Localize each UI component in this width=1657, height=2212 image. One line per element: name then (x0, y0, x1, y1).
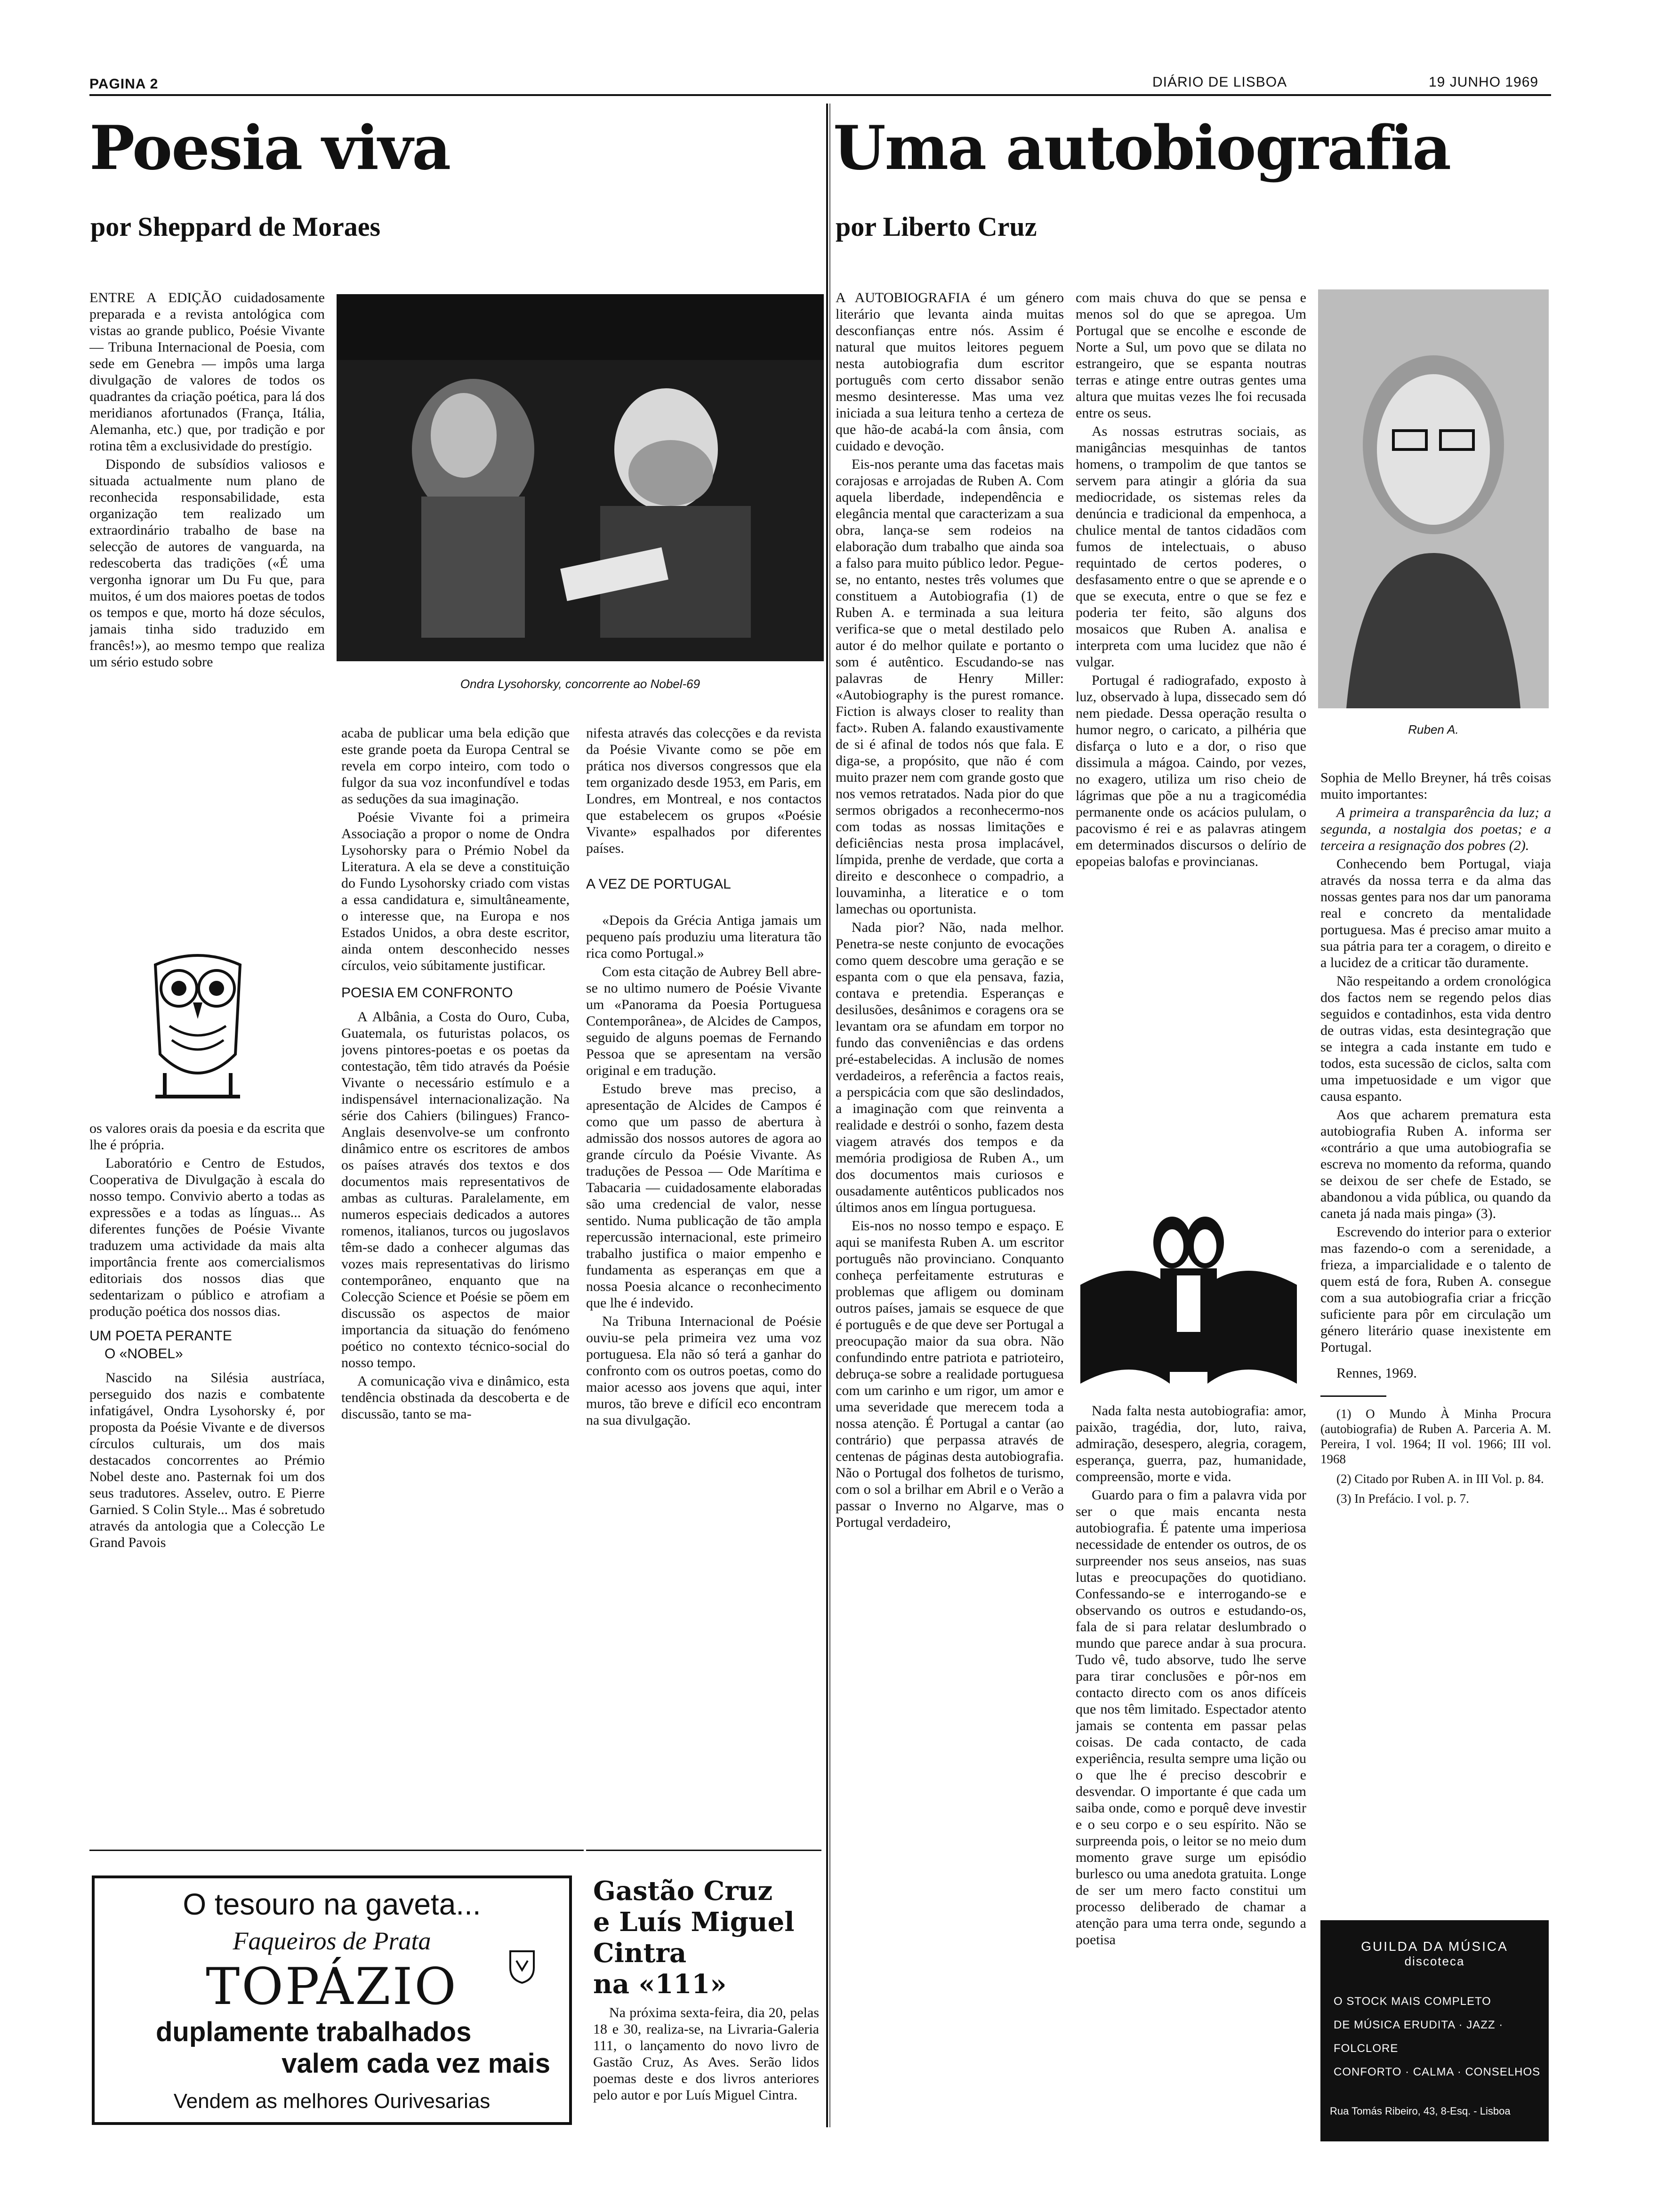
article-paragraph: «Depois da Grécia Antiga jamais um pequeno país produziu uma literatura tão rica como Portugal.» (586, 913, 821, 961)
article-paragraph: Laboratório e Centro de Estudos, Cooperativa de Divulgação à escala do nosso tempo. Convivio aberto a todas as expressões e a todas as línguas... As diferentes funções de Poésie Vivante traduzem uma actividade da mais alta importância frente aos comercialismos editoriais dos nossos dias que sedentarizam o público e atrofiam a produção poética dos nossos dias. (89, 1155, 325, 1319)
article-paragraph: Estudo breve mas preciso, a apresentação de Alcides de Campos é como que um passo de abertura à admissão dos nossos autores de agora ao grande círculo da Poésie Vivante. As traduções de Pessoa — Ode Marítima e Tabacaria — cuidadosamente elaboradas são uma credencial de valor, nesse sentido. Numa publicação de tão ampla repercussão internacional, este primeiro trabalho justifica o maior empenho e fundamenta as esperanças em que a nossa Poesia alcance o reconhecimento que lhe é indevido. (586, 1081, 821, 1311)
ad-line: duplamente trabalhados (156, 2017, 472, 2047)
article-column (586, 725, 821, 1840)
article-byline: por Liberto Cruz (836, 211, 1037, 242)
article-byline: por Sheppard de Moraes (90, 211, 381, 242)
box-title: Gastão Cruz e Luís Miguel Cintra na «111» (593, 1875, 795, 2000)
article-column (1320, 769, 1551, 1875)
ad-text: O STOCK MAIS COMPLETO DE MÚSICA ERUDITA · JAZZ · FOLCLORE CONFORTO · CALMA · CONSELHOS (1334, 1995, 1541, 2078)
subheading: UM POETA PERANTE O «NOBEL» (89, 1328, 232, 1362)
topazio-ad (92, 1875, 572, 2125)
article-paragraph: Escrevendo do interior para o exterior mas fazendo-o com a serenidade, a frieza, a imparcialidade e o talento de quem está de fora, Ruben A. consegue com a sua autobiografia criar a fricção suficiente para pôr em circulação um género literário quase inexistente em Portugal. (1320, 1224, 1551, 1355)
article-quote: A primeira a transparência da luz; a segunda, a nostalgia dos poetas; e a terceira a resignação dos pobres (2). (1320, 805, 1551, 853)
article-column (341, 725, 570, 1840)
subheading: A VEZ DE PORTUGAL (586, 876, 731, 892)
ad-line: valem cada vez mais (282, 2048, 550, 2079)
issue-date: 19 JUNHO 1969 (1429, 74, 1539, 90)
ad-subtitle: discoteca (1404, 1954, 1465, 1968)
article-paragraph: Guardo para o fim a palavra vida por ser o que mais encanta nesta autobiografia. É patente uma imperiosa necessidade de entender os outros, de os surpreender nos seus anseios, nas suas lutas e preocupações do quotidiano. Confessando-se e interrogando-se e observando os outros e estudando-os, fala de si para relatar deslumbrado o mundo que parece andar à sua procura. Tudo vê, tudo absorve, tudo lhe serve para tirar conclusões e pôr-nos em contacto directo com os anos difíceis que nos têm limitado. Espectador atento jamais se contenta em passar pelas coisas. De cada contacto, de cada experiência, resulta sempre uma lição ou o que lhe é preciso descobrir e desvendar. O importante é que cada um saiba onde, como e porquê deve investir e o seu corpo e o seu espírito. Não se surpreenda pois, o leitor se no meio dum momento grave surge um episódio burlesco ou uma anedota gratuita. Longe de ser um mero facto constitui um processo deliberado de chamar a atenção para uma terra onde, segundo a poetisa (1076, 1487, 1306, 1948)
article-column (1076, 1403, 1306, 2205)
masthead-rule (89, 94, 1551, 96)
article-paragraph: com mais chuva do que se pensa e menos sol do que se apregoa. Um Portugal que se encolhe e esconde de Norte a Sul, um povo que se dilata no estrangeiro, que se espanta noutras terras e atinge entre outras gentes uma altura que muitas vezes lhe foi recusada entre os seus. (1076, 290, 1306, 421)
article-paragraph: Poésie Vivante foi a primeira Associação a propor o nome de Ondra Lysohorsky para o Prémio Nobel da Literatura. A ela se deve a constituição do Fundo Lysohorsky criado com vistas a essa candidatura e, simultâneamente, o interesse que, na Europa e nos Estados Unidos, a obra deste escritor, ainda ontem desconhecido nesses círculos, veio súbitamente justificar. (341, 809, 570, 973)
article-column (89, 289, 325, 960)
footnote: (2) Citado por Ruben A. in III Vol. p. 84. (1336, 1472, 1544, 1486)
footnote: (3) In Prefácio. I vol. p. 7. (1336, 1491, 1469, 1506)
ad-subtitle: Faqueiros de Prata (233, 1927, 431, 1955)
article-paragraph: Nada falta nesta autobiografia: amor, paixão, tragédia, dor, luto, raiva, admiração, desespero, alegria, coragem, esperança, guerra, paz, humanidade, compreensão, morte e vida. (1076, 1403, 1306, 1484)
article-paragraph: A Albânia, a Costa do Ouro, Cuba, Guatemala, os futuristas polacos, os jovens pintores-poetas e os poetas da contestação, têm tido através da Poésie Vivante o necessário estímulo e a indispensável internacionalização. Na série dos Cahiers (bilingues) Franco-Anglais desenvolve-se um confronto dinâmico entre os escritores de ambos os países através dos textos e dos documentos mais representativos de ambas as culturas. Paralelamente, em numeros especiais dedicados a autores romenos, italianos, turcos ou jugoslavos têm-se dado a conhecer algumas das vozes mais representativas do lirismo contemporâneo, enquanto que na Colecção Science et Poésie se põem em discussão os aspectos de maior importancia da situação do fenómeno poético no contexto técnico-social do nosso tempo. (341, 1009, 570, 1370)
article-paragraph: Não respeitando a ordem cronológica dos factos nem se regendo pelos dias seguidos e contadinhos, esta vida dentro de outras vidas, esta desintegração que se integra a cada instante em tudo e todos, esta sucessão de ciclos, salta com uma impetuosidade e um vigor que causa espanto. (1320, 973, 1551, 1104)
article-paragraph: A comunicação viva e dinâmico, esta tendência obstinada da descoberta e de discussão, tanto se ma- (341, 1373, 570, 1422)
article-column (1076, 289, 1306, 1207)
article-paragraph: Nada pior? Não, nada melhor. Penetra-se neste conjunto de evocações como quem descobre uma geração e se espanta com o que ela pensava, fazia, contava e pretendia. Esperanças e desilusões, desânimos e coragens ora se levantam ora se afundam em torpor no fundo das conveniências e das ordens pré-estabelecidas. A inclusão de nomes verdadeiros, a referência a factos reais, a perspicácia com que são deslindados, a imaginação com que reinventa a realidade e destrói o sonho, fazem desta viagem através dos tempos e da memória prodigiosa de Ruben A., um dos documentos mais curiosos e ousadamente autênticos publicados nos últimos anos em língua portuguesa. (836, 920, 1064, 1215)
article-paragraph: As nossas estrutras sociais, as manigâncias mesquinhas de tantos homens, o trampolim de que tantos se servem para atingir a glória da sua mediocridade, os sistemas reles da denúncia e tradicional da empenhoca, a chulice mental de tantos cidadãos com fumos de intelectuais, o abuso requintado de certos poderes, o desfasamento entre o que se aprende e o que se executa, entre o que se fez e poderia ter feito, são alguns dos mosaicos que Ruben A. analisa e interpreta com uma lucidez que não é vulgar. (1076, 424, 1306, 670)
photo-caption: Ondra Lysohorsky, concorrente ao Nobel-69 (460, 677, 700, 691)
column-divider (829, 104, 830, 2127)
ad-brand: TOPÁZIO (206, 1957, 458, 2016)
article-paragraph: A AUTOBIOGRAFIA é um género literário que levanta ainda muitas desconfianças entre nós. Assim é natural que muitos leitores peguem nesta autobiografia dum escritor português com certo dissabor senão mesmo desinteresse. Mas uma vez iniciada a sua leitura tenho a certeza de que hão-de acabá-la com ânsia, com cuidado e devoção. (836, 290, 1064, 454)
ad-address: Rua Tomás Ribeiro, 43, 8-Esq. - Lisboa (1330, 2105, 1511, 2117)
guilda-musica-ad (1320, 1920, 1549, 2141)
twin-faces-illustration (1076, 1205, 1302, 1393)
place-date: Rennes, 1969. (1336, 1365, 1417, 1381)
ad-divider (89, 1850, 584, 1851)
newspaper-name: DIÁRIO DE LISBOA (1152, 74, 1287, 90)
article-title: Poesia viva (89, 113, 450, 184)
footnote: (1) O Mundo À Minha Procura (autobiografia) de Ruben A. Parceria A. M. Pereira, I vol. 1964; II vol. 1966; III vol. 1968 (1320, 1407, 1551, 1466)
article-paragraph: Portugal é radiografado, exposto à luz, observado à lupa, dissecado sem dó nem piedade. Dessa operação resulta o humor negro, o caricato, a pilhéria que disfarça o luto e a dor, o riso que dissimula a mágoa. Caindo, por vezes, no exagero, utiliza um riso cheio de lágrimas que põe a nu a tragicomédia permanente onde os acácios pululam, o pacovismo é rei e as palavras atingem em determinados discursos o delírio de epopeias balofas e provincianas. (1076, 673, 1306, 869)
ad-title: GUILDA DA MÚSICA (1361, 1939, 1508, 1954)
box-text: Na próxima sexta-feira, dia 20, pelas 18 e 30, realiza-se, na Livraria-Galeria 111, o lançamento do novo livro de Gastão Cruz, As Aves. Serão lidos poemas deste e dos livros anteriores pelo autor e por Luís Miguel Cintra. (593, 2005, 819, 2103)
article-paragraph: Conhecendo bem Portugal, viaja através da nossa terra e da alma das nossas gentes para nos dar um panorama real e concreto da mentalidade portuguesa. Mas é preciso amar muito a sua pátria para ter a coragem, o direito e a lucidez de a criticar tão duramente. (1320, 856, 1551, 970)
article-paragraph: Eis-nos perante uma das facetas mais corajosas e arrojadas de Ruben A. Com aquela liberdade, independência e elegância mental que caracterizam a sua obra, lança-se sem rodeios na elaboração dum trabalho que ainda soa a falso para muito público ledor. Pegue-se, no entanto, nestes três volumes que constituem a Autobiografia (1) de Ruben A. e terminada a sua leitura verifica-se que o metal destilado pelo autor é do melhor quilate e portanto o som é autêntico. Escudando-se nas palavras de Henry Miller: «Autobiography is the purest romance. Fiction is always closer to reality than fact». Ruben A. falando exaustivamente de si é afinal de todos nós que fala. E diga-se, a propósito, que não é com muito prazer nem com grande gosto que nos vemos retratados. Nada pior do que sermos obrigados a reconhecermo-nos com todas as nossas limitações e deficiências nesta prosa implacável, límpida, prenhe de verdade, que corta a direito e desconhece o compadrio, a louvaminha, a literatice e o tom lamechas ou oportunista. (836, 457, 1064, 917)
photo-ruben-a (1318, 289, 1549, 708)
photo-ondra-lysohorsky (337, 294, 824, 661)
article-paragraph: ENTRE A EDIÇÃO cuidadosamente preparada e a revista antológica com vistas ao grande publico, Poésie Vivante — Tribuna Internacional de Poesia, com sede em Genebra — impôs uma larga divulgação de valores de todos os quadrantes da criação poética, para lá dos meridianos afortunados (França, Itália, Alemanha, etc.) que, por tradição e por rotina têm a exclusividade do prestígio. (89, 290, 325, 454)
subheading: POESIA EM CONFRONTO (341, 985, 513, 1001)
notes-rule (1320, 1395, 1386, 1397)
ad-footer: Vendem as melhores Ourivesarias (173, 2090, 491, 2113)
article-paragraph: Sophia de Mello Breyner, há três coisas muito importantes: (1320, 770, 1551, 802)
article-paragraph: Eis-nos no nosso tempo e espaço. E aqui se manifesta Ruben A. um escritor português não provinciano. Conquanto conheça perfeitamente estruturas e problemas que afligem ou dominam outros países, jamais se esquece de que é português e de que deve ser Portugal a preocupação maior da sua obra. Não confundindo entre patriota e patrioteiro, debruça-se sobre a realidade portuguesa com um carinho e um rigor, um amor e uma severidade que merecem toda a nossa atenção. É Portugal a cantar (ao contrário) que perpassa através de centenas de páginas desta autobiografia. Não o Portugal dos folhetos de turismo, com o sol a brilhar em Abril e o Verão a passar o Inverno no Algarve, mas o Portugal verdadeiro, (836, 1218, 1064, 1530)
article-paragraph: Nascido na Silésia austríaca, perseguido dos nazis e combatente infatigável, Ondra Lysohorsky é, por proposta da Poésie Vivante e de diversos círculos culturais, um dos mais destacados concorrentes ao Prémio Nobel deste ano. Pasternak foi um dos seus tradutores. Asselev, outro. E Pierre Garnied. S Colin Style... Mas é sobretudo através da antologia que a Colecção Le Grand Pavois (89, 1370, 325, 1550)
article-paragraph: Com esta citação de Aubrey Bell abre-se no ultimo numero de Poésie Vivante um «Panorama da Poesia Portuguesa Contemporânea», de Alcides de Campos, seguido de alguns poemas de Fernando Pessoa que se apresentam na versão original e em tradução. (586, 964, 821, 1078)
article-paragraph: acaba de publicar uma bela edição que este grande poeta da Europa Central se revela em corpo inteiro, com todo o fulgor da sua voz inconfundível e todas as seduções da sua imaginação. (341, 725, 570, 807)
photo-caption: Ruben A. (1408, 722, 1459, 737)
column-divider (826, 104, 828, 2127)
article-paragraph: Na Tribuna Internacional de Poésie ouviu-se pela primeira vez uma voz portuguesa. Ela não só terá a ganhar do confronto com os outros poetas, como do maior acesso aos jovens que aqui, inter muros, tão breve e difícil eco encontram na sua divulgação. (586, 1314, 821, 1428)
article-paragraph: nifesta através das colecções e da revista da Poésie Vivante como se põe em prática nos diversos congressos que ela tem organizado desde 1953, em Paris, em Londres, em Montreal, e nos contactos que estabelecem os grupos «Poésie Vivante» espalhados por diferentes países. (586, 725, 821, 856)
owl-illustration (137, 937, 259, 1106)
article-column (836, 289, 1064, 2205)
shield-icon (508, 1949, 536, 1984)
article-paragraph: os valores orais da poesia e da escrita que lhe é própria. (89, 1121, 325, 1153)
gastao-box (593, 1875, 819, 2103)
ad-slogan: O tesouro na gaveta... (183, 1887, 481, 1921)
box-divider (586, 1850, 821, 1851)
article-title: Uma autobiografia (833, 113, 1451, 184)
article-paragraph: Dispondo de subsídios valiosos e situada actualmente num plano de reconhecida responsabilidade, esta organização tem realizado um extraordinário trabalho de base na selecção de autores de vanguarda, na redescoberta das tradições («É uma vergonha ignorar um Du Fu que, para muitos, é um dos maiores poetas de todos os tempos e que, morto há doze séculos, jamais tinha sido traduzido em francês!»), ao mesmo tempo que realiza um sério estudo sobre (89, 457, 325, 670)
page-number: PAGINA 2 (89, 76, 159, 92)
article-paragraph: Aos que acharem prematura esta autobiografia Ruben A. informa ser «contrário a que uma autobiografia se escreva no momento da reforma, quando se deixou de ser chefe de Estado, se abandonou a vida pública, ou quando da caneta já nada mais pinga» (3). (1320, 1107, 1551, 1221)
